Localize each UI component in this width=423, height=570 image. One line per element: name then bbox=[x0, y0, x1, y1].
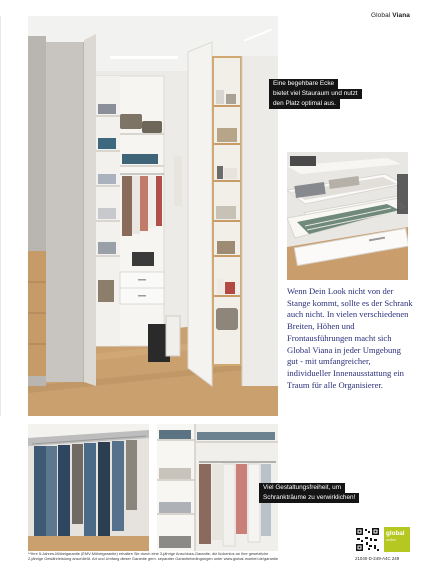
walk-in-wardrobe-photo bbox=[28, 16, 278, 416]
header-prefix: Global bbox=[370, 12, 391, 19]
main-caption-line-2: bietet viel Stauraum und nutzt bbox=[269, 89, 362, 99]
main-caption-line-1: Eine begehbare Ecke bbox=[269, 79, 338, 89]
page-edge-line bbox=[0, 16, 1, 416]
story-text: Wenn Dein Look nicht von der Stange kommt, sollte es der Schrank auch nicht. In vielen verschiedenen Breiten, Höhen und Frontausführungen macht sich Global Viana in jeder Umgebung gut - mit umfangreicher, individueller Innenausstattung ein Traum für alle Organisierer. bbox=[287, 286, 413, 390]
guarantee-footnote bbox=[28, 551, 358, 561]
main-caption-line-3: den Platz optimal aus. bbox=[269, 99, 340, 109]
bottom-caption-line-1: Viel Gestaltungsfreiheit, um bbox=[259, 483, 345, 493]
bottom-caption-line-2: Schrankträume zu verwirklichen! bbox=[259, 493, 359, 503]
header-brand: Viana bbox=[392, 12, 410, 19]
trouser-rack-photo bbox=[28, 424, 149, 551]
article-code: 21040-D-249-A4C 249 bbox=[355, 556, 400, 561]
footnote-line-1: **Ihre 5-Jahres-Möbelgarantie (EMV-Möbelgarantie) erhalten Sie durch eine 3-jährige Anschluss-Garantie, die lückenlos an Ihre gesetzliche bbox=[28, 551, 269, 556]
open-drawers-photo bbox=[287, 152, 408, 280]
logo-sub: möbel bbox=[386, 538, 396, 542]
logo-name: global bbox=[386, 530, 405, 537]
footnote-line-2: 2-jährige Gewährleistung anschließt. Art und Umfang dieser Garantie gem. separater Garantiebedingungen unter www.global-moebel.de/garantie bbox=[28, 556, 279, 562]
global-moebel-logo bbox=[384, 527, 410, 552]
qr-code[interactable] bbox=[355, 527, 380, 552]
page-header bbox=[371, 12, 410, 19]
